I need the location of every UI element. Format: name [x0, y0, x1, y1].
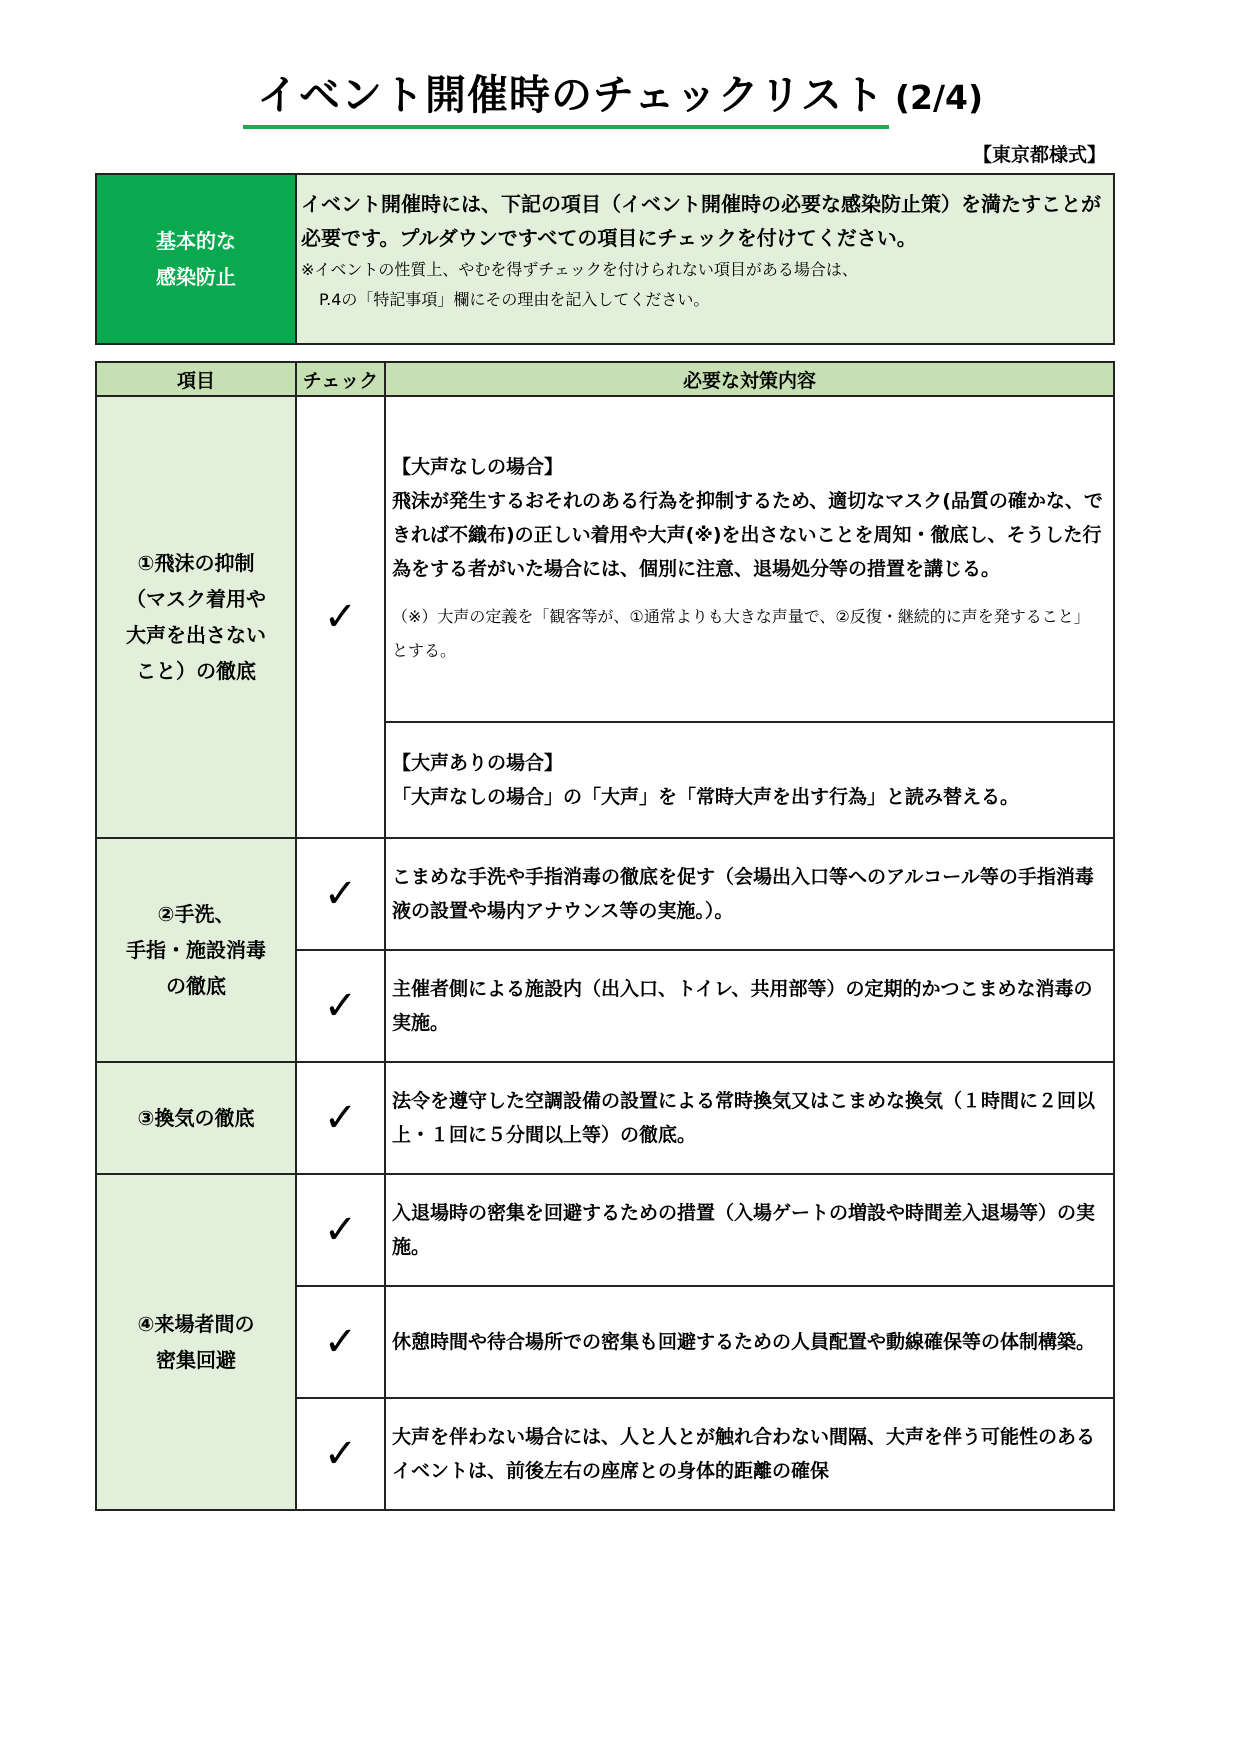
check-cell[interactable]: [296, 838, 385, 950]
checkmark-icon: ✓: [323, 871, 358, 917]
intro-note-1: ※イベントの性質上、やむを得ずチェックを付けられない項目がある場合は、: [301, 260, 858, 279]
checkmark-icon: ✓: [323, 1095, 358, 1141]
table-row: [96, 396, 1114, 722]
check-cell[interactable]: [296, 1062, 385, 1174]
table-row: [96, 838, 1114, 950]
intro-label: 基本的な 感染防止: [96, 174, 296, 344]
intro-instruction-1: イベント開催時には、下記の項目（イベント開催時の必要な感染防止策）を満たすことが: [301, 192, 1101, 216]
measure-cell: 法令を遵守した空調設備の設置による常時換気又はこまめな換気（１時間に２回以上・１回に５分間以上等）の徹底。: [385, 1062, 1114, 1174]
check-cell[interactable]: [296, 1286, 385, 1398]
header-check: チェック: [296, 362, 385, 396]
page-number: (2/4): [894, 78, 984, 117]
check-cell[interactable]: [296, 1174, 385, 1286]
measure-cell: 【大声なしの場合】 飛沫が発生するおそれのある行為を抑制するため、適切なマスク(品質の確かな、できれば不織布)の正しい着用や大声(※)を出さないことを周知・徹底し、そうした行為をする者がいた場合には、個別に注意、退場処分等の措置を講じる。 （※）大声の定義を「観客等が、①通常よりも大きな声量で、②反復・継続的に声を発すること」とする。: [385, 396, 1114, 722]
measure-cell: 休憩時間や待合場所での密集も回避するための人員配置や動線確保等の体制構築。: [385, 1286, 1114, 1398]
checkmark-icon: ✓: [323, 983, 358, 1029]
check-cell[interactable]: [296, 396, 385, 838]
table-row: [96, 1174, 1114, 1286]
intro-note-2: P.4の「特記事項」欄にその理由を記入してください。: [319, 290, 710, 309]
checkmark-icon: ✓: [323, 1319, 358, 1365]
header-item: 項目: [96, 362, 296, 396]
measure-cell: こまめな手洗や手指消毒の徹底を促す（会場出入口等へのアルコール等の手指消毒液の設置や場内アナウンス等の実施。）。: [385, 838, 1114, 950]
measure-cell: 【大声ありの場合】 「大声なしの場合」の「大声」を「常時大声を出す行為」と読み替える。: [385, 722, 1114, 838]
measure-note: （※）大声の定義を「観客等が、①通常よりも大きな声量で、②反復・継続的に声を発すること」とする。: [392, 607, 1090, 660]
checkmark-icon: ✓: [323, 1431, 358, 1477]
measure-cell: 主催者側による施設内（出入口、トイレ、共用部等）の定期的かつこまめな消毒の実施。: [385, 950, 1114, 1062]
checkmark-icon: ✓: [323, 1207, 358, 1253]
format-tag: 【東京都様式】: [972, 144, 1106, 166]
intro-instruction-2: 必要です。プルダウンですべての項目にチェックを付けてください。: [301, 226, 917, 250]
header-measures: 必要な対策内容: [385, 362, 1114, 396]
item-label-droplets: ①飛沫の抑制 （マスク着用や 大声を出さない こと）の徹底: [96, 396, 296, 838]
title-underline: [243, 125, 889, 129]
check-cell[interactable]: [296, 950, 385, 1062]
item-label-ventilation: ③換気の徹底: [96, 1062, 296, 1174]
check-cell[interactable]: [296, 1398, 385, 1510]
page-header: [0, 62, 1240, 121]
measure-cell: 入退場時の密集を回避するための措置（入場ゲートの増設や時間差入退場等）の実施。: [385, 1174, 1114, 1286]
intro-box: [95, 173, 1115, 345]
item-label-disinfection: ②手洗、 手指・施設消毒 の徹底: [96, 838, 296, 1062]
intro-text: [296, 174, 1114, 344]
table-header-row: [96, 362, 1114, 396]
table-row: [96, 1062, 1114, 1174]
measure-cell: 大声を伴わない場合には、人と人とが触れ合わない間隔、大声を伴う可能性のあるイベントは、前後左右の座席との身体的距離の確保: [385, 1398, 1114, 1510]
checklist-table: [95, 361, 1115, 1511]
checkmark-icon: ✓: [323, 594, 358, 640]
page-title: イベント開催時のチェックリスト: [257, 62, 885, 121]
item-label-crowding: ④来場者間の 密集回避: [96, 1174, 296, 1510]
